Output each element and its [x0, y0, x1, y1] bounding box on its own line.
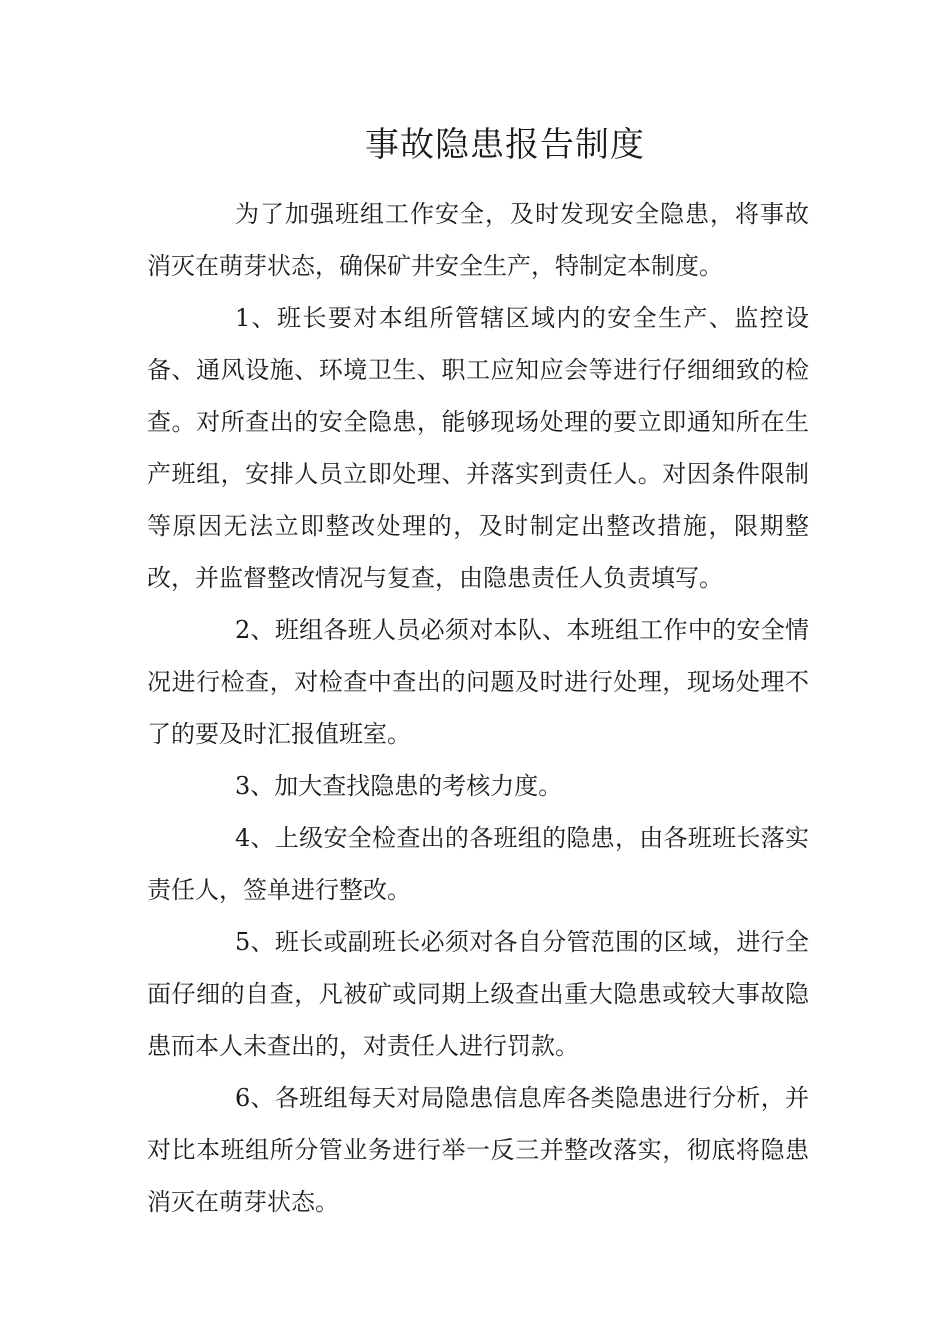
- document-body: [147, 188, 809, 1228]
- paragraph-item-1: 1、班长要对本组所管辖区域内的安全生产、监控设备、通风设施、环境卫生、职工应知应会等进行仔细细致的检查。对所查出的安全隐患，能够现场处理的要立即通知所在生产班组，安排人员立即处理、并落实到责任人。对因条件限制等原因无法立即整改处理的，及时制定出整改措施，限期整改，并监督整改情况与复查，由隐患责任人负责填写。: [147, 304, 809, 592]
- document-title: 事故隐患报告制度: [365, 125, 645, 165]
- paragraph-intro: 为了加强班组工作安全，及时发现安全隐患，将事故消灭在萌芽状态，确保矿井安全生产，特制定本制度。: [147, 200, 809, 280]
- paragraph-item-2: 2、班组各班人员必须对本队、本班组工作中的安全情况进行检查，对检查中查出的问题及时进行处理，现场处理不了的要及时汇报值班室。: [147, 616, 809, 748]
- paragraph-item-6: 6、各班组每天对局隐患信息库各类隐患进行分析，并对比本班组所分管业务进行举一反三并整改落实，彻底将隐患消灭在萌芽状态。: [147, 1084, 809, 1216]
- paragraph-item-3: 3、加大查找隐患的考核力度。: [235, 772, 563, 800]
- paragraph-item-5: 5、班长或副班长必须对各自分管范围的区域，进行全面仔细的自查，凡被矿或同期上级查出重大隐患或较大事故隐患而本人未查出的，对责任人进行罚款。: [147, 928, 809, 1060]
- paragraph-item-4: 4、上级安全检查出的各班组的隐患，由各班班长落实责任人，签单进行整改。: [147, 824, 809, 904]
